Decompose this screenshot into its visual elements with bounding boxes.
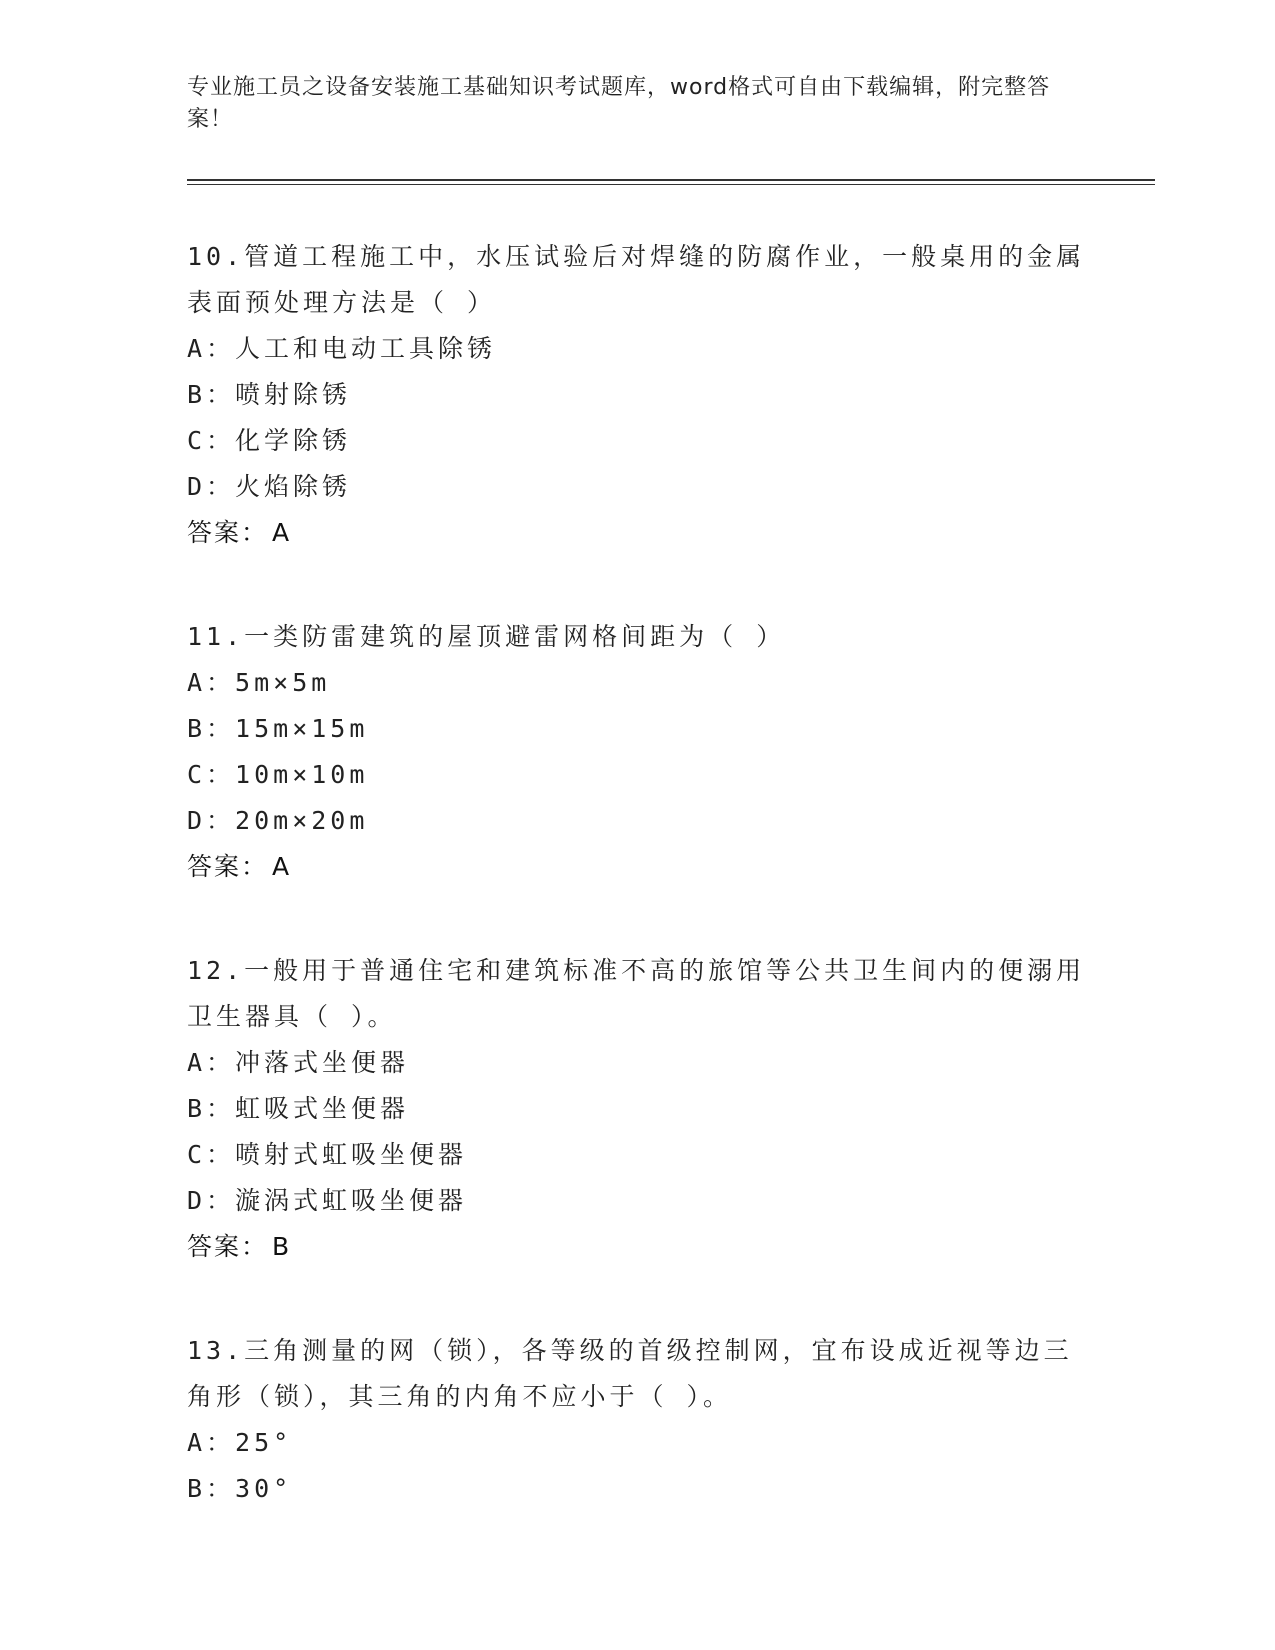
answer-line — [187, 844, 1087, 890]
question-12 — [187, 948, 1087, 1270]
answer-label: 答案： — [187, 518, 269, 547]
answer-value: A — [272, 852, 292, 881]
question-list — [187, 234, 1087, 1570]
question-stem: 11.一类防雷建筑的屋顶避雷网格间距为（ ） — [187, 622, 786, 651]
answer-value: B — [272, 1232, 292, 1261]
answer-label: 答案： — [187, 852, 269, 881]
option-d: D：火焰除锈 — [187, 472, 352, 501]
option-a: A：25° — [187, 1428, 293, 1457]
answer-line — [187, 510, 1087, 556]
option-d: D：漩涡式虹吸坐便器 — [187, 1186, 468, 1215]
option-b: B：15m×15m — [187, 714, 369, 743]
question-11 — [187, 614, 1087, 890]
option-a: A：5m×5m — [187, 668, 331, 697]
option-b: B：喷射除锈 — [187, 380, 352, 409]
option-d: D：20m×20m — [187, 806, 369, 835]
option-c: C：喷射式虹吸坐便器 — [187, 1140, 468, 1169]
header-note: 专业施工员之设备安装施工基础知识考试题库，word格式可自由下载编辑，附完整答案！ — [187, 75, 1051, 132]
option-b: B：30° — [187, 1474, 293, 1503]
header-divider-thin — [187, 184, 1155, 185]
question-stem: 12.一般用于普通住宅和建筑标准不高的旅馆等公共卫生间内的便溺用卫生器具（ ）。 — [187, 956, 1086, 1031]
question-10 — [187, 234, 1087, 556]
option-c: C：化学除锈 — [187, 426, 352, 455]
answer-value: A — [272, 518, 292, 547]
option-c: C：10m×10m — [187, 760, 369, 789]
answer-label: 答案： — [187, 1232, 269, 1261]
header-divider — [187, 179, 1155, 181]
question-13 — [187, 1328, 1087, 1512]
option-a: A：人工和电动工具除锈 — [187, 334, 497, 363]
question-stem: 13.三角测量的网（锁），各等级的首级控制网，宜布设成近视等边三角形（锁），其三角的内角不应小于（ ）。 — [187, 1336, 1073, 1411]
question-stem: 10.管道工程施工中，水压试验后对焊缝的防腐作业，一般桌用的金属表面预处理方法是（ ） — [187, 242, 1086, 317]
option-b: B：虹吸式坐便器 — [187, 1094, 410, 1123]
answer-line — [187, 1224, 1087, 1270]
option-a: A：冲落式坐便器 — [187, 1048, 410, 1077]
